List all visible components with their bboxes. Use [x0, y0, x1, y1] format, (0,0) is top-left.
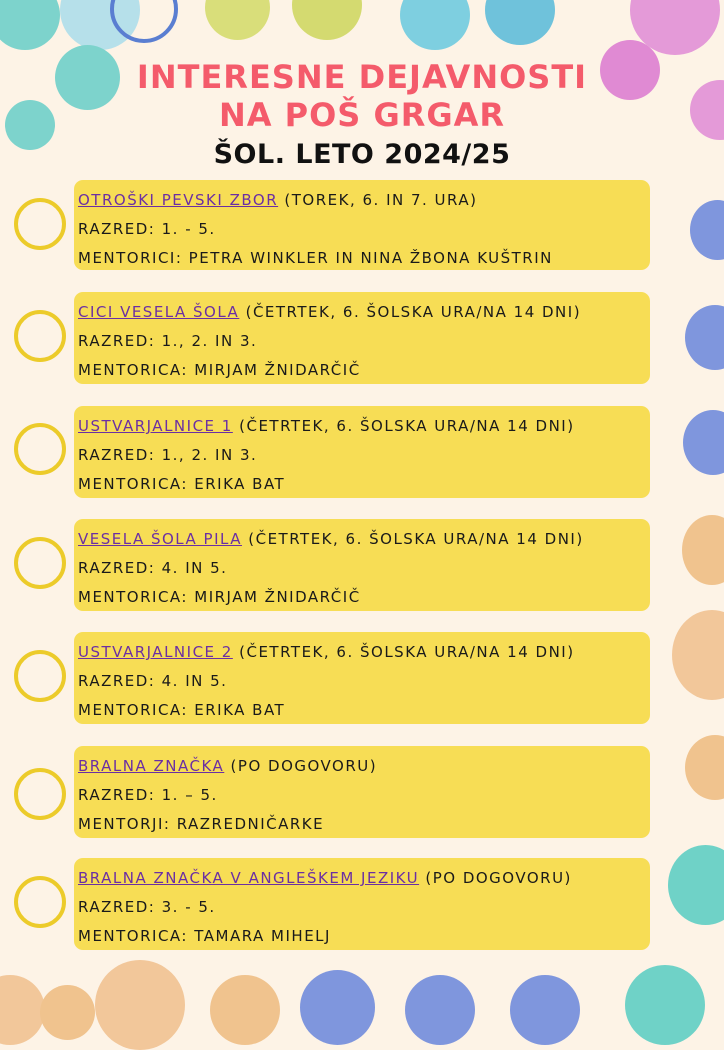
activity-schedule: (PO DOGOVORU)	[419, 869, 572, 887]
decor-dot	[400, 0, 470, 50]
activity-mentor: MENTORJI: RAZREDNIČARKE	[78, 815, 325, 833]
activity-card	[74, 519, 650, 611]
ring-icon	[14, 768, 66, 820]
activity-grade: RAZRED: 1. – 5.	[78, 786, 218, 804]
decor-dot	[95, 960, 185, 1050]
activity-mentor: MENTORICI: PETRA WINKLER IN NINA ŽBONA KUŠTRIN	[78, 249, 553, 267]
decor-dot	[510, 975, 580, 1045]
ring-icon	[14, 650, 66, 702]
ring-icon	[14, 876, 66, 928]
decor-dot	[210, 975, 280, 1045]
decor-dot	[685, 735, 724, 800]
activity-schedule: (TOREK, 6. IN 7. URA)	[278, 191, 478, 209]
activity-schedule: (ČETRTEK, 6. ŠOLSKA URA/NA 14 DNI)	[239, 303, 582, 321]
decor-dot	[685, 305, 724, 370]
activity-grade: RAZRED: 1. - 5.	[78, 220, 216, 238]
activity-grade: RAZRED: 4. IN 5.	[78, 559, 228, 577]
decor-dot	[625, 965, 705, 1045]
activity-grade: RAZRED: 3. - 5.	[78, 898, 216, 916]
ring-icon	[14, 310, 66, 362]
activity-grade: RAZRED: 4. IN 5.	[78, 672, 228, 690]
activity-card	[74, 292, 650, 384]
decor-dot	[683, 410, 724, 475]
activity-mentor: MENTORICA: MIRJAM ŽNIDARČIČ	[78, 361, 361, 379]
activity-card	[74, 746, 650, 838]
decor-dot	[405, 975, 475, 1045]
activity-name-link[interactable]: BRALNA ZNAČKA	[78, 757, 225, 775]
decor-dot	[682, 515, 724, 585]
activity-name-link[interactable]: VESELA ŠOLA PILA	[78, 530, 242, 548]
decor-dot	[690, 200, 724, 260]
ring-icon	[14, 423, 66, 475]
decor-dot	[0, 0, 60, 50]
activity-name-link[interactable]: USTVARJALNICE 1	[78, 417, 233, 435]
decor-dot	[292, 0, 362, 40]
ring-icon	[14, 198, 66, 250]
page-title-line-2: NA POŠ GRGAR	[218, 96, 506, 134]
activity-mentor: MENTORICA: ERIKA BAT	[78, 701, 286, 719]
page-title-line-1: INTERESNE DEJAVNOSTI	[136, 58, 588, 96]
decor-dot	[300, 970, 375, 1045]
activity-schedule: (ČETRTEK, 6. ŠOLSKA URA/NA 14 DNI)	[241, 530, 584, 548]
decor-dot	[668, 845, 724, 925]
activity-mentor: MENTORICA: ERIKA BAT	[78, 475, 286, 493]
decor-dot	[672, 610, 724, 700]
activity-name-link[interactable]: USTVARJALNICE 2	[78, 643, 233, 661]
activity-schedule: (ČETRTEK, 6. ŠOLSKA URA/NA 14 DNI)	[232, 417, 575, 435]
activity-grade: RAZRED: 1., 2. IN 3.	[78, 332, 258, 350]
header	[0, 58, 724, 172]
decor-dot	[485, 0, 555, 45]
school-year-subtitle: ŠOL. LETO 2024/25	[213, 139, 511, 170]
activity-card	[74, 406, 650, 498]
activity-card	[74, 858, 650, 950]
activity-card	[74, 632, 650, 724]
decor-dot	[0, 975, 45, 1045]
activity-mentor: MENTORICA: MIRJAM ŽNIDARČIČ	[78, 588, 361, 606]
activity-grade: RAZRED: 1., 2. IN 3.	[78, 446, 258, 464]
activity-schedule: (PO DOGOVORU)	[224, 757, 378, 775]
decor-dot	[40, 985, 95, 1040]
decor-dot	[205, 0, 270, 40]
activity-mentor: MENTORICA: TAMARA MIHELJ	[78, 927, 331, 945]
activity-name-link[interactable]: CICI VESELA ŠOLA	[78, 303, 240, 321]
activity-card	[74, 180, 650, 270]
activity-schedule: (ČETRTEK, 6. ŠOLSKA URA/NA 14 DNI)	[232, 643, 575, 661]
ring-icon	[14, 537, 66, 589]
activity-name-link[interactable]: OTROŠKI PEVSKI ZBOR	[78, 191, 279, 209]
activity-name-link[interactable]: BRALNA ZNAČKA V ANGLEŠKEM JEZIKU	[78, 869, 420, 887]
